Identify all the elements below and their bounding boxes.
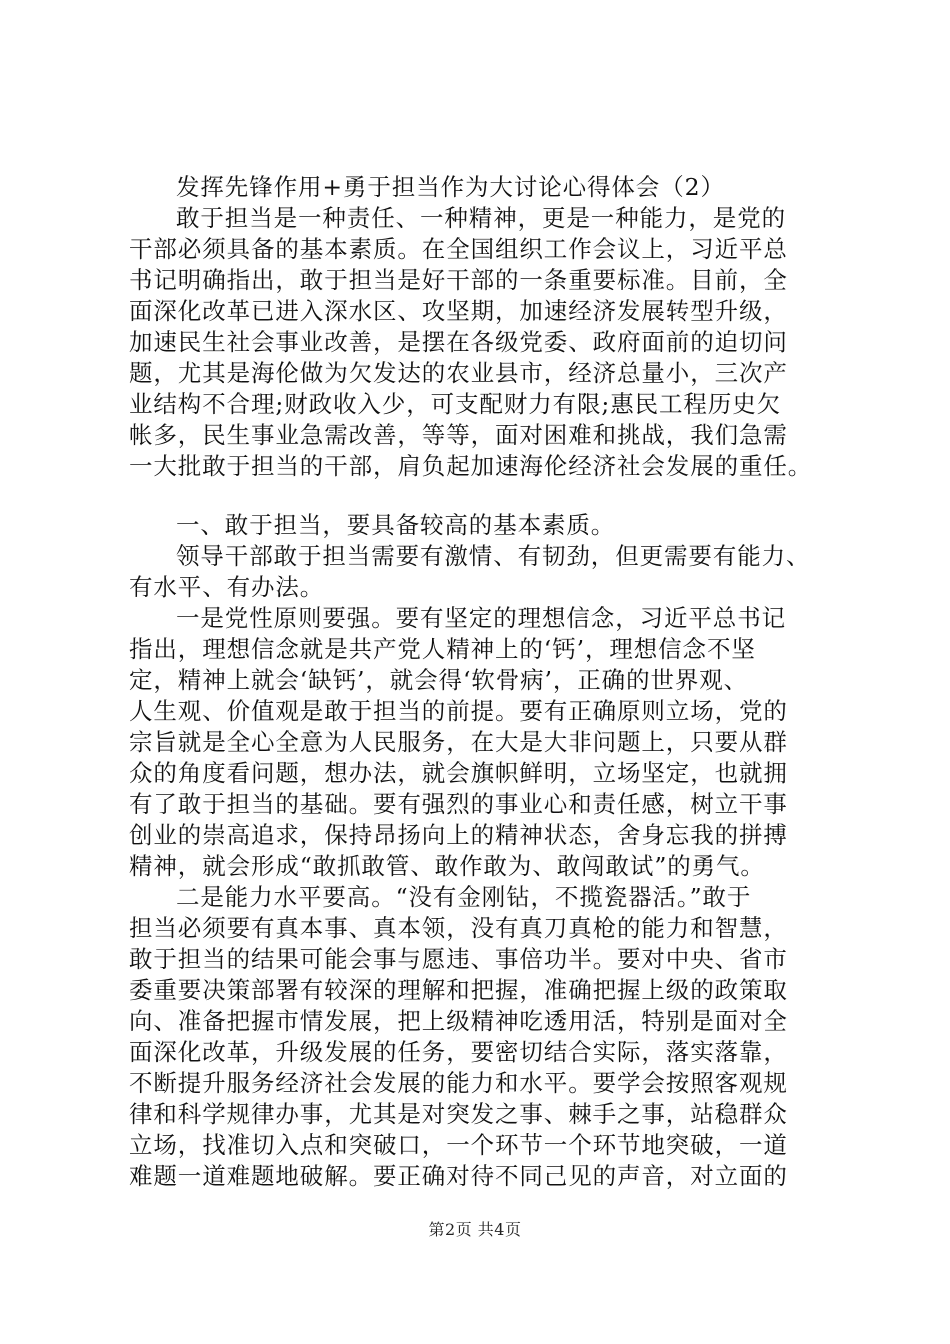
paragraph-3-line-1: 一是党性原则要强。要有坚定的理想信念，习近平总书记 (176, 604, 786, 632)
paragraph-4-line-7: 不断提升服务经济社会发展的能力和水平。要学会按照客观规 (129, 1069, 788, 1097)
paragraph-2-line-2: 有水平、有办法。 (129, 573, 325, 601)
paragraph-3-line-3: 定，精神上就会‘缺钙’，就会得‘软骨病’，正确的世界观、 (129, 666, 749, 694)
paragraph-4-line-3: 敢于担当的结果可能会事与愿违、事倍功半。要对中央、省市 (129, 945, 788, 973)
paragraph-1-line-2: 干部必须具备的基本素质。在全国组织工作会议上，习近平总 (129, 235, 788, 263)
paragraph-4-line-2: 担当必须要有真本事、真本领，没有真刀真枪的能力和智慧， (129, 914, 788, 942)
paragraph-1-line-7: 业结构不合理;财政收入少，可支配财力有限;惠民工程历史欠 (129, 390, 782, 418)
paragraph-1-line-3: 书记明确指出，敢于担当是好干部的一条重要标准。目前，全 (129, 266, 788, 294)
paragraph-3-line-5: 宗旨就是全心全意为人民服务，在大是大非问题上，只要从群 (129, 728, 788, 756)
paragraph-4-line-5: 向、准备把握市情发展，把上级精神吃透用活，特别是面对全 (129, 1007, 788, 1035)
paragraph-1-line-4: 面深化改革已进入深水区、攻坚期，加速经济发展转型升级， (129, 297, 788, 325)
paragraph-3-line-7: 有了敢于担当的基础。要有强烈的事业心和责任感，树立干事 (129, 790, 788, 818)
paragraph-3-line-8: 创业的崇高追求，保持昂扬向上的精神状态，舍身忘我的拼搏 (129, 821, 788, 849)
paragraph-4-line-10: 难题一道难题地破解。要正确对待不同己见的声音，对立面的 (129, 1162, 788, 1190)
page-footer: 第2页 共4页 (428, 1220, 522, 1239)
paragraph-4-line-9: 立场，找准切入点和突破口，一个环节一个环节地突破，一道 (129, 1131, 788, 1159)
paragraph-3-line-9: 精神，就会形成“敢抓敢管、敢作敢为、敢闯敢试”的勇气。 (129, 852, 765, 880)
paragraph-4-line-1: 二是能力水平要高。“没有金刚钻，不揽瓷器活。”敢于 (176, 883, 752, 911)
paragraph-1-line-5: 加速民生社会事业改善，是摆在各级党委、政府面前的迫切问 (129, 328, 788, 356)
paragraph-3-line-2: 指出，理想信念就是共产党人精神上的‘钙’，理想信念不坚 (129, 635, 756, 663)
paragraph-4-line-6: 面深化改革，升级发展的任务，要密切结合实际，落实落靠， (129, 1038, 788, 1066)
paragraph-3-line-4: 人生观、价值观是敢于担当的前提。要有正确原则立场，党的 (129, 697, 788, 725)
paragraph-4-line-4: 委重要决策部署有较深的理解和把握，准确把握上级的政策取 (129, 976, 788, 1004)
paragraph-3-line-6: 众的角度看问题，想办法，就会旗帜鲜明，立场坚定，也就拥 (129, 759, 788, 787)
paragraph-1-line-9: 一大批敢于担当的干部，肩负起加速海伦经济社会发展的重任。 (129, 452, 813, 480)
paragraph-1-line-6: 题，尤其是海伦做为欠发达的农业县市，经济总量小，三次产 (129, 359, 788, 387)
document-title: 发挥先锋作用+勇于担当作为大讨论心得体会（2） (176, 173, 725, 201)
paragraph-2-line-1: 领导干部敢于担当需要有激情、有韧劲，但更需要有能力、 (176, 542, 811, 570)
section-heading-1: 一、敢于担当，要具备较高的基本素质。 (176, 511, 616, 539)
paragraph-1-line-1: 敢于担当是一种责任、一种精神，更是一种能力，是党的 (176, 204, 786, 232)
paragraph-1-line-8: 帐多，民生事业急需改善，等等，面对困难和挑战，我们急需 (129, 421, 788, 449)
paragraph-4-line-8: 律和科学规律办事，尤其是对突发之事、棘手之事，站稳群众 (129, 1100, 788, 1128)
